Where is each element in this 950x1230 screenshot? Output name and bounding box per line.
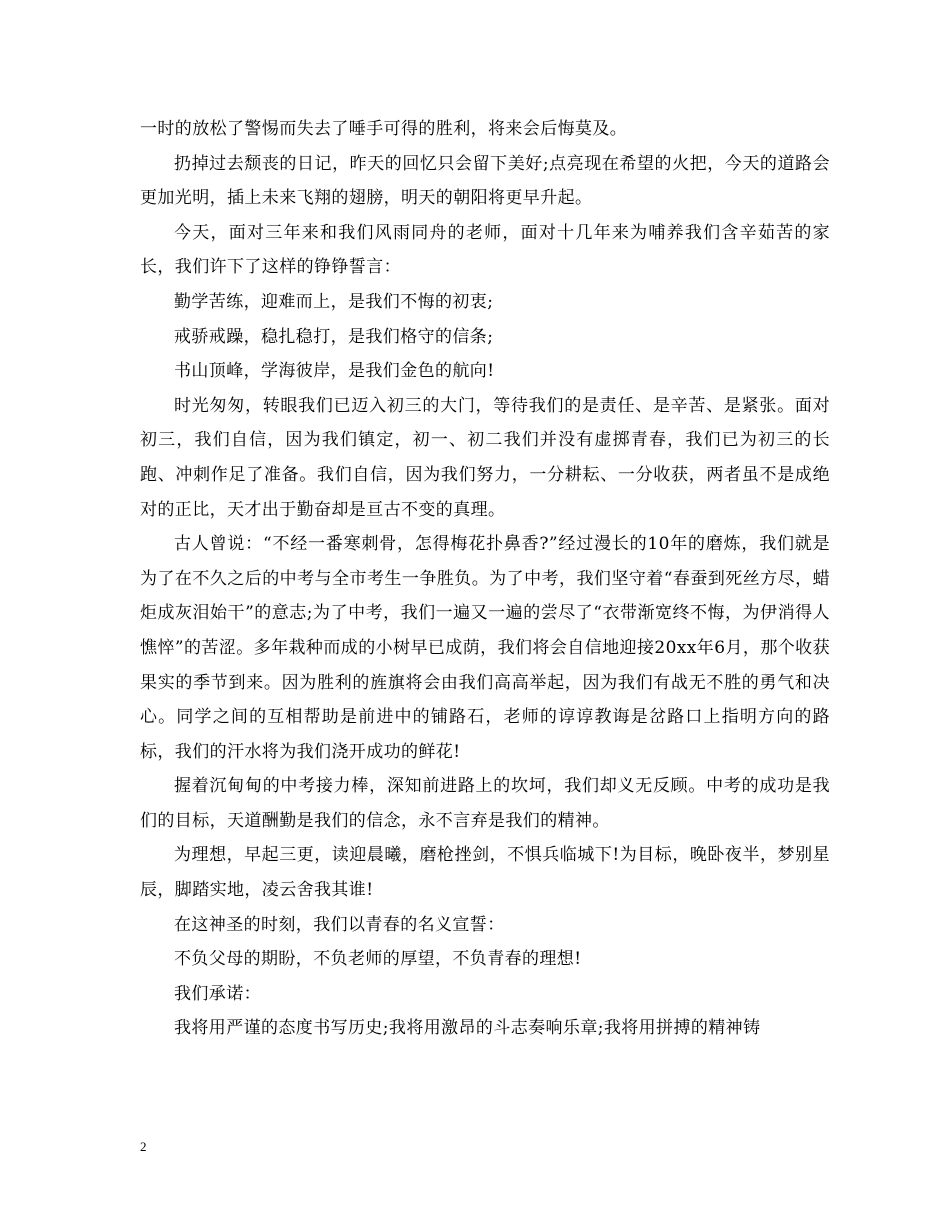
document-body xyxy=(140,112,830,1046)
paragraph-1: 一时的放松了警惕而失去了唾手可得的胜利，将来会后悔莫及。 xyxy=(140,119,628,139)
paragraph-4: 勤学苦练，迎难而上，是我们不悔的初衷; xyxy=(174,291,494,312)
paragraph-11: 在这神圣的时刻，我们以青春的名义宣誓： xyxy=(174,914,505,935)
paragraph-5: 戒骄戒躁，稳扎稳打，是我们格守的信条; xyxy=(174,326,494,347)
paragraph-3: 今天，面对三年来和我们风雨同舟的老师，面对十几年来为哺养我们含辛茹苦的家长，我们许下了这样的铮铮誓言： xyxy=(140,222,830,278)
paragraph-7: 时光匆匆，转眼我们已迈入初三的大门，等待我们的是责任、是辛苦、是紧张。面对初三，我们自信，因为我们镇定，初一、初二我们并没有虚掷青春，我们已为初三的长跑、冲刺作足了准备。我们自信，因为我们努力，一分耕耘、一分收获，两者虽不是成绝对的正比，天才出于勤奋却是亘古不变的真理。 xyxy=(140,395,830,520)
page-number: 2 xyxy=(140,1139,147,1154)
paragraph-12: 不负父母的期盼，不负老师的厚望，不负青春的理想! xyxy=(174,949,582,970)
paragraph-13: 我们承诺： xyxy=(174,983,261,1004)
paragraph-9: 握着沉甸甸的中考接力棒，深知前进路上的坎坷，我们却义无反顾。中考的成功是我们的目标，天道酬勤是我们的信念，永不言弃是我们的精神。 xyxy=(140,776,830,831)
paragraph-8: 古人曾说：“不经一番寒刺骨，怎得梅花扑鼻香?”经过漫长的10年的磨炼，我们就是为了在不久之后的中考与全市考生一争胜负。为了中考，我们坚守着“春蚕到死丝方尽，蜡炬成灰泪始干”的意志;为了中考，我们一遍又一遍的尝尽了“衣带渐宽终不悔，为伊消得人憔悴”的苦涩。多年栽种而成的小树早已成荫，我们将会自信地迎接20xx年6月，那个收获果实的季节到来。因为胜利的旌旗将会由我们高高举起，因为我们有战无不胜的勇气和决心。同学之间的互相帮助是前进中的铺路石，老师的谆谆教诲是岔路口上指明方向的路标，我们的汗水将为我们浇开成功的鲜花! xyxy=(140,534,830,762)
paragraph-2: 扔掉过去颓丧的日记，昨天的回忆只会留下美好;点亮现在希望的火把，今天的道路会更加光明，插上未来飞翔的翅膀，明天的朝阳将更早升起。 xyxy=(140,153,830,209)
paragraph-6: 书山顶峰，学海彼岸，是我们金色的航向! xyxy=(174,361,495,382)
paragraph-10: 为理想，早起三更，读迎晨曦，磨枪挫剑，不惧兵临城下!为目标，晚卧夜半，梦别星辰，脚踏实地，凌云舍我其谁! xyxy=(140,845,830,901)
paragraph-14: 我将用严谨的态度书写历史;我将用激昂的斗志奏响乐章;我将用拼搏的精神铸 xyxy=(174,1018,761,1039)
